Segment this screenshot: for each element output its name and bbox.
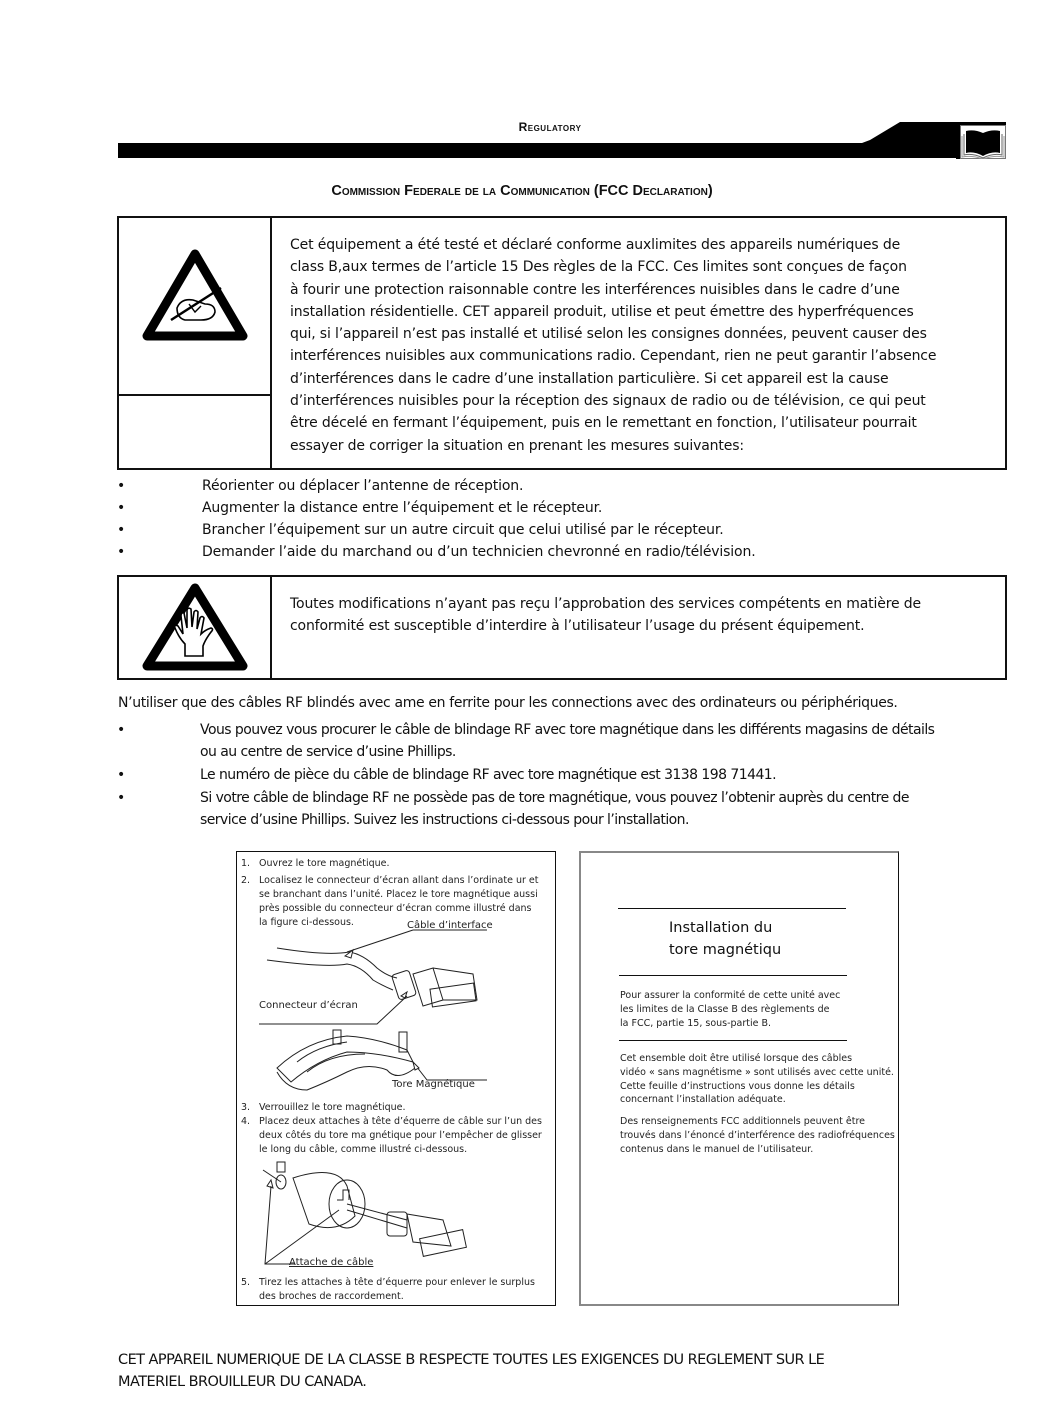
text-line: concernant l’installation adéquate. bbox=[620, 1094, 786, 1106]
bullet: • bbox=[117, 767, 125, 783]
step-text: Tirez les attaches à tête d’équerre pour enlever le surplus bbox=[259, 1277, 535, 1288]
step-text: Ouvrez le tore magnétique. bbox=[259, 858, 390, 869]
step-number: 4. bbox=[241, 1116, 251, 1127]
label-interface-cable: Câble d’interface bbox=[407, 920, 493, 931]
bullet: • bbox=[117, 722, 125, 738]
info-paragraph bbox=[620, 989, 840, 1030]
text-line: Toutes modifications n’ayant pas reçu l’approbation des services compétents en matière de bbox=[290, 596, 921, 612]
list-item-text: Demander l’aide du marchand ou d’un technicien chevronné en radio/télévision. bbox=[202, 544, 756, 560]
label-cable-tie: Attache de câble bbox=[289, 1257, 374, 1268]
text-line: essayer de corriger la situation en prenant les mesures suivantes: bbox=[290, 437, 744, 454]
step-text: Placez deux attaches à tête d’équerre de câble sur l’un des bbox=[259, 1116, 542, 1127]
divider bbox=[618, 908, 846, 909]
page-title: Commission Federale de la Communication (FCC Declaration) bbox=[331, 183, 713, 199]
text-line: conformité est susceptible d’interdire à l’utilisateur l’usage du présent équipement. bbox=[290, 618, 865, 635]
list-item-text: Augmenter la distance entre l’équipement et le récepteur. bbox=[202, 500, 603, 516]
header-section-label-text: Regulatory bbox=[518, 120, 582, 134]
list-item-text: Vous pouvez vous procurer le câble de blindage RF avec tore magnétique dans les différents magasins de détails bbox=[200, 722, 935, 738]
bullet: • bbox=[117, 790, 125, 806]
rf-cable-intro: N’utiliser que des câbles RF blindés avec ame en ferrite pour les connections avec des ordinateurs ou périphériques. bbox=[118, 695, 898, 711]
canada-compliance-statement bbox=[118, 1349, 824, 1393]
text-line: la FCC, partie 15, sous-partie B. bbox=[620, 1017, 772, 1029]
step-number: 1. bbox=[241, 858, 251, 869]
step-number: 3. bbox=[241, 1102, 251, 1113]
text-line: d’interférences dans le cadre d’une installation particulière. Si cet appareil est la cause bbox=[290, 370, 889, 387]
bullet: • bbox=[117, 500, 126, 516]
text-line: vidéo « sans magnétisme » sont utilisés avec cette unité. bbox=[620, 1066, 894, 1078]
text-line: Cet équipement a été testé et déclaré conforme auxlimites des appareils numériques de bbox=[290, 237, 901, 253]
installation-info-sheet bbox=[579, 851, 899, 1306]
warning-box-modifications bbox=[117, 575, 1007, 680]
step-text: près possible du connecteur d’écran comme illustré dans bbox=[259, 903, 532, 914]
text-line: contenus dans le manuel de l’utilisateur. bbox=[620, 1143, 814, 1155]
step-number: 5. bbox=[241, 1277, 251, 1288]
info-paragraph bbox=[620, 1115, 895, 1156]
text-line: à fourir une protection raisonnable contre les interférences nuisibles dans le cadre d’une bbox=[290, 281, 900, 298]
list-item-text: Brancher l’équipement sur un autre circuit que celui utilisé par le récepteur. bbox=[202, 522, 724, 538]
bullet: • bbox=[117, 522, 126, 538]
step-text: la figure ci-dessous. bbox=[259, 917, 354, 928]
stop-hand-warning-icon bbox=[141, 582, 249, 674]
writing-hand-warning-icon bbox=[141, 248, 249, 344]
label-magnetic-core: Tore Magnétique bbox=[392, 1079, 475, 1090]
text-line: Des renseignements FCC additionnels peuvent être bbox=[620, 1116, 866, 1127]
text-line: d’interférences nuisibles pour la réception des signaux de radio ou de télévision, ce qui peut bbox=[290, 393, 926, 410]
text-line: MATERIEL BROUILLEUR DU CANADA. bbox=[118, 1374, 367, 1390]
text-line: les limites de la Classe B des règlements de bbox=[620, 1003, 830, 1015]
text-line: être décelé en fermant l’équipement, puis en le remettant en fonction, l’utilisateur pourrait bbox=[290, 415, 917, 432]
info-paragraph bbox=[620, 1052, 894, 1107]
icon-cell-divider bbox=[119, 394, 270, 396]
cable-tie-illustration bbox=[237, 1160, 555, 1272]
title-line: Installation du bbox=[669, 920, 773, 936]
warning-box-modifications-text bbox=[290, 593, 921, 638]
list-item-text: Si votre câble de blindage RF ne possède pas de tore magnétique, vous pouvez l’obtenir auprès du centre de bbox=[200, 790, 909, 806]
text-line: CET APPAREIL NUMERIQUE DE LA CLASSE B RESPECTE TOUTES LES EXIGENCES DU REGLEMENT SUR LE bbox=[118, 1352, 825, 1368]
step-number: 2. bbox=[241, 875, 251, 886]
warning-box-fcc bbox=[117, 216, 1007, 470]
step-text: le long du câble, comme illustré ci-dessous. bbox=[259, 1144, 468, 1155]
warning-box-fcc-text bbox=[290, 234, 936, 457]
step-text: des broches de raccordement. bbox=[259, 1291, 404, 1302]
bullet: • bbox=[117, 478, 126, 494]
title-line: tore magnétiqu bbox=[669, 942, 782, 958]
step-text: se branchant dans l’unité. Placez le tore magnétique aussi bbox=[259, 889, 538, 900]
text-line: Pour assurer la conformité de cette unité avec bbox=[620, 990, 841, 1001]
text-line: class B,aux termes de l’article 15 Des règles de la FCC. Ces limites sont conçues de façon bbox=[290, 259, 907, 276]
text-line: installation résidentielle. CET appareil produit, utilise et peut émettre des hyperfréquences bbox=[290, 303, 914, 320]
info-sheet-title bbox=[669, 917, 781, 961]
text-line: trouvés dans l’énoncé d’interférence des radiofréquences bbox=[620, 1129, 895, 1141]
text-line: interférences nuisibles aux communications radio. Cependant, rien ne peut garantir l’absence bbox=[290, 348, 937, 365]
divider bbox=[619, 975, 847, 976]
list-item-text: Réorienter ou déplacer l’antenne de réception. bbox=[202, 478, 524, 494]
step-text: deux côtés du tore ma gnétique pour l’empêcher de glisser bbox=[259, 1130, 542, 1141]
divider bbox=[619, 1040, 847, 1041]
step-text: Verrouillez le tore magnétique. bbox=[259, 1102, 406, 1113]
step-text: Localisez le connecteur d’écran allant dans l’ordinate ur et bbox=[259, 875, 539, 886]
list-item-text: service d’usine Phillips. Suivez les instructions ci-dessous pour l’installation. bbox=[200, 812, 689, 828]
text-line: Cet ensemble doit être utilisé lorsque des câbles bbox=[620, 1053, 853, 1064]
label-screen-connector: Connecteur d’écran bbox=[259, 1000, 358, 1011]
header-black-bar bbox=[118, 122, 956, 158]
open-book-icon bbox=[960, 125, 1006, 159]
list-item-text: Le numéro de pièce du câble de blindage RF avec tore magnétique est 3138 198 71441. bbox=[200, 767, 777, 783]
text-line: qui, si l’appareil n’est pas installé et utilisé selon les consignes données, peuvent causer des bbox=[290, 326, 927, 343]
text-line: Cette feuille d’instructions vous donne les détails bbox=[620, 1080, 855, 1092]
list-item-text: ou au centre de service d’usine Phillips. bbox=[200, 744, 456, 760]
installation-steps-figure bbox=[236, 851, 556, 1306]
header-bar bbox=[0, 0, 1044, 170]
bullet: • bbox=[117, 544, 126, 560]
